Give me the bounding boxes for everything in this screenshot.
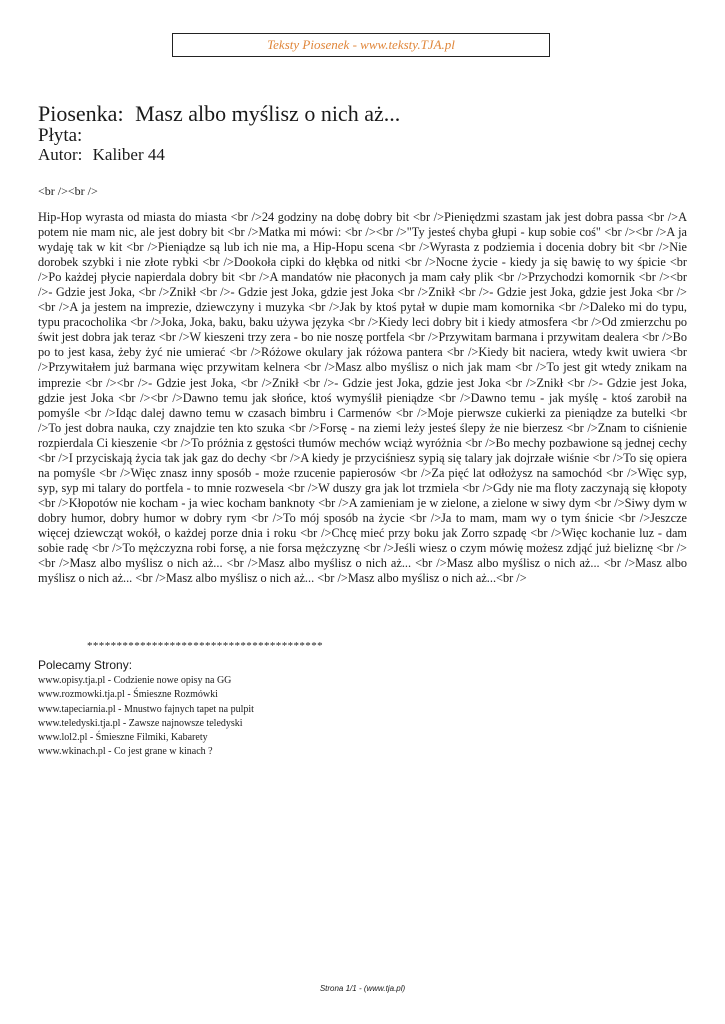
lyrics-text: Hip-Hop wyrasta od miasta do miasta <br />24 godziny na dobę dobry bit <br />Pieniędzmi szastam jak jest dobra passa <br />A potem nie mam nic, ale jest dobry bit <br />Matka mi mówi: <br /><br />"Ty jesteś chyba głupi - kup sobie coś" <br /><br />A ja wydaję tak w kit <br />Pieniądze są lub ich nie ma, a Hip-Hopu scena <br />Wyrasta z podziemia i docenia dobry bit <br />Nie dorobek szybki i nie złote rybki <br />Dookoła cipki do kłębka od nitki <br />Nocne życie - kiedy ja się bawię to wy śpicie <br />Po każdej płycie napierdala dobry bit <br />A mandatów nie płaconych ja mam cały plik <br />Przychodzi komornik <br /><br />- Gdzie jest Joka, <br />Znikł <br />- Gdzie jest Joka, gdzie jest Joka <br />Znikł <br />- Gdzie jest Joka, gdzie jest Joka <br /><br />A ja jestem na imprezie, dziewczyny i muzyka <br />Jak by ktoś pytał w dupie mam komornika <br />Daleko mi do typu, typu pracocholika <br />Joka, Joka, baku, baku używa języka <br />Kiedy leci dobry bit i kiedy atmosfera <br />Od zmierzchu po świt jest dobra jak teraz <br />W kieszeni trzy zera - bo nie noszę portfela <br />Przywitam barmana i przywitam dealera <br />Bo po to jest kasa, żeby żyć nie umierać <br />Różowe okulary jak różowa pantera <br />Kiedy bit naciera, wtedy kwit uwiera <br />Przywitałem już barmana więc przywitam kelnera <br />Masz albo myślisz o nich jak mam <br />To jest git wtedy znikam na imprezie <br /><br />- Gdzie jest Joka, <br />Znikł <br />- Gdzie jest Joka, gdzie jest Joka <br />Znikł <br />- Gdzie jest Joka, gdzie jest Joka <br /><br />Dawno temu jak słońce, ktoś wymyślił pieniądze <br />Dawno temu - jak myślę - ktoś zarobił na pomyśle <br />Idąc dalej dawno temu w czasach bimbru i Carmenów <br />Moje pierwsze cukierki za pieniądze za butelki <br />To jest dobra nauka, czy znajdzie ten kto szuka <br />Forsę - na ziemi leży jesteś ślepy że nie bierzesz <br />Znam to ciśnienie rozpierdala Ci kieszenie <br />To próżnia z gęstości tłumów mechów wciąż wyróżnia <br />Bo mechy pozbawione są jednej cechy <br />I przyciskają życia tak jak gaz do dechy <br />A kiedy je przyciśniesz sypią się talary jak dojrzałe wiśnie <br />To się opiera na pomyśle <br />Więc znasz inny sposób - może rzucenie papierosów <br />Za pięć lat odłożysz na samochód <br />Więc syp, syp, syp mi talary do portfela - to mnie rozwesela <br />W duszy gra jak lot trzmiela <br />Gdy nie ma floty zaczynają się kłopoty <br />Kłopotów nie kocham - ja wiec kocham banknoty <br />A zamieniam je w zielone, a zielone w siwy dym <br />Siwy dym w dobry humor, dobry humor w dobry rym <br />To mój sposób na życie <br />Ja to mam, mam wy o tym śnicie <br />Jeszcze więcej dziewcząt wokół, o każdej porze dnia i roku <br />Chcę mieć przy boku jak Zorro szpadę <br />Więc kochanie luz - dam sobie radę <br />To mężczyzna robi forsę, a nie forsa mężczyznę <br />Jeśli wiesz o czym mówię możesz zdjąć już bieliznę <br /><br />Masz albo myślisz o nich aż... <br />Masz albo myślisz o nich aż... <br />Masz albo myślisz o nich aż... <br />Masz albo myślisz o nich aż... <br />Masz albo myślisz o nich aż... <br />Masz albo myślisz o nich aż...<br /> (38, 210, 687, 586)
recommended-link-tapeciarnia[interactable]: www.tapeciarnia.pl - Mnustwo fajnych tapet na pulpit (38, 703, 254, 715)
recommended-link-teledyski[interactable]: www.teledyski.tja.pl - Zawsze najnowsze teledyski (38, 717, 243, 729)
album-label: Płyta: (38, 125, 83, 146)
site-banner (172, 33, 550, 57)
album-line (38, 126, 688, 145)
site-banner-text: Teksty Piosenek - www.teksty.TJA.pl (267, 37, 455, 52)
author-label: Autor: (38, 145, 83, 164)
recommended-link-wkinach[interactable]: www.wkinach.pl - Co jest grane w kinach ? (38, 746, 213, 758)
recommended-title: Polecamy Strony: (38, 658, 133, 672)
separator-stars: **************************************** (87, 640, 323, 652)
recommended-link-rozmowki[interactable]: www.rozmowki.tja.pl - Śmieszne Rozmówki (38, 689, 218, 701)
author-value: Kaliber 44 (92, 145, 165, 164)
recommended-link-opisy[interactable]: www.opisy.tja.pl - Codzienie nowe opisy na GG (38, 675, 232, 686)
recommended-list (38, 674, 538, 760)
song-title (38, 102, 688, 126)
song-title-label: Piosenka: (38, 101, 124, 126)
intro-breaks: <br /><br /> (38, 184, 98, 198)
author-line (38, 145, 688, 164)
page-footer: Strona 1/1 - (www.tja.pl) (319, 984, 406, 993)
recommended-sites (38, 657, 538, 760)
recommended-link-lol2[interactable]: www.lol2.pl - Śmieszne Filmiki, Kabarety (38, 732, 208, 744)
song-title-value: Masz albo myślisz o nich aż... (135, 101, 401, 126)
song-meta (38, 102, 688, 164)
